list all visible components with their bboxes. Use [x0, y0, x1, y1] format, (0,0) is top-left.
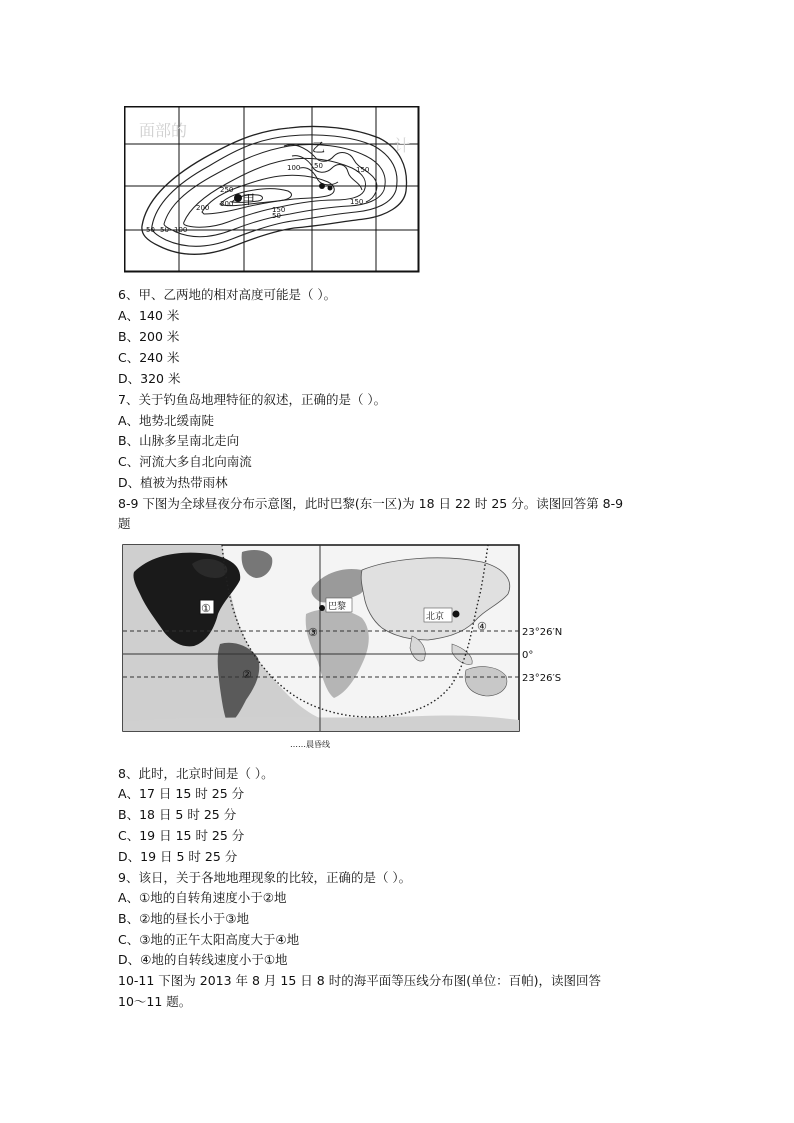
q8-option-a: A、17 日 15 时 25 分 [118, 786, 245, 801]
svg-text:150: 150 [350, 198, 364, 206]
q9-option-b: B、②地的昼长小于③地 [118, 911, 249, 926]
marker-2: ② [242, 668, 252, 681]
intro-8-9-line1: 8-9 下图为全球昼夜分布示意图，此时巴黎(东一区)为 18 日 22 时 25 分。读图回答第 8-9 [118, 496, 624, 511]
svg-text:100: 100 [174, 226, 188, 234]
q7-option-c: C、河流大多自北向南流 [118, 454, 252, 469]
q6-option-b: B、200 米 [118, 329, 180, 344]
lat-n-label: 23°26′N [522, 627, 563, 638]
q9-option-c: C、③地的正午太阳高度大于④地 [118, 932, 300, 947]
q8-option-c: C、19 日 15 时 25 分 [118, 828, 245, 843]
marker-1: ① [201, 602, 211, 615]
q7-option-d: D、植被为热带雨林 [118, 475, 228, 490]
q8-stem: 8、此时，北京时间是（ ）。 [118, 766, 274, 781]
beijing-dot [453, 611, 460, 618]
svg-text:300: 300 [220, 200, 234, 208]
svg-text:计: 计 [394, 136, 411, 155]
svg-text:50: 50 [314, 162, 323, 170]
jia-peak-marker [234, 194, 242, 202]
q6-option-c: C、240 米 [118, 350, 180, 365]
beijing-label: 北京 [426, 612, 445, 622]
q8-option-b: B、18 日 5 时 25 分 [118, 807, 237, 822]
svg-text:200: 200 [196, 204, 210, 212]
svg-text:50: 50 [272, 212, 281, 220]
paris-label: 巴黎 [328, 602, 347, 612]
q9-option-a: A、①地的自转角速度小于②地 [118, 890, 287, 905]
q7-option-a: A、地势北缓南陡 [118, 413, 215, 428]
svg-text:面部的: 面部的 [139, 121, 188, 140]
svg-text:150: 150 [356, 166, 370, 174]
contour-map-figure [124, 106, 420, 274]
world-daynight-map-figure [122, 544, 574, 754]
q9-stem: 9、该日，关于各地地理现象的比较，正确的是（ ）。 [118, 870, 412, 885]
svg-text:100: 100 [287, 164, 301, 172]
q6-stem: 6、甲、乙两地的相对高度可能是（ ）。 [118, 287, 337, 302]
world-map-svg [122, 544, 574, 754]
marker-3: ③ [308, 626, 318, 639]
contour-map-svg [124, 106, 420, 274]
q7-stem: 7、关于钓鱼岛地理特征的叙述，正确的是（ ）。 [118, 392, 387, 407]
q7-option-b: B、山脉多呈南北走向 [118, 433, 240, 448]
equator-label: 0° [522, 650, 534, 661]
label-yi: 乙 [312, 141, 326, 156]
svg-text:250: 250 [220, 186, 234, 194]
intro-10-11-line2: 10～11 题。 [118, 994, 192, 1009]
q8-option-d: D、19 日 5 时 25 分 [118, 849, 238, 864]
intro-10-11-line1: 10-11 下图为 2013 年 8 月 15 日 8 时的海平面等压线分布图(单位：百帕)，读图回答 [118, 973, 601, 988]
marker-4: ④ [477, 620, 487, 633]
label-jia: 甲 [242, 193, 256, 208]
intro-8-9-line2: 题 [118, 516, 131, 531]
q6-option-a: A、140 米 [118, 308, 180, 323]
paris-dot [319, 605, 325, 611]
svg-text:50: 50 [146, 226, 155, 234]
lat-s-label: 23°26′S [522, 673, 562, 684]
svg-text:50: 50 [160, 226, 169, 234]
terminator-legend: ……晨昏线 [290, 740, 330, 749]
svg-text:150: 150 [272, 206, 286, 214]
q6-option-d: D、320 米 [118, 371, 181, 386]
q9-option-d: D、④地的自转线速度小于①地 [118, 952, 288, 967]
